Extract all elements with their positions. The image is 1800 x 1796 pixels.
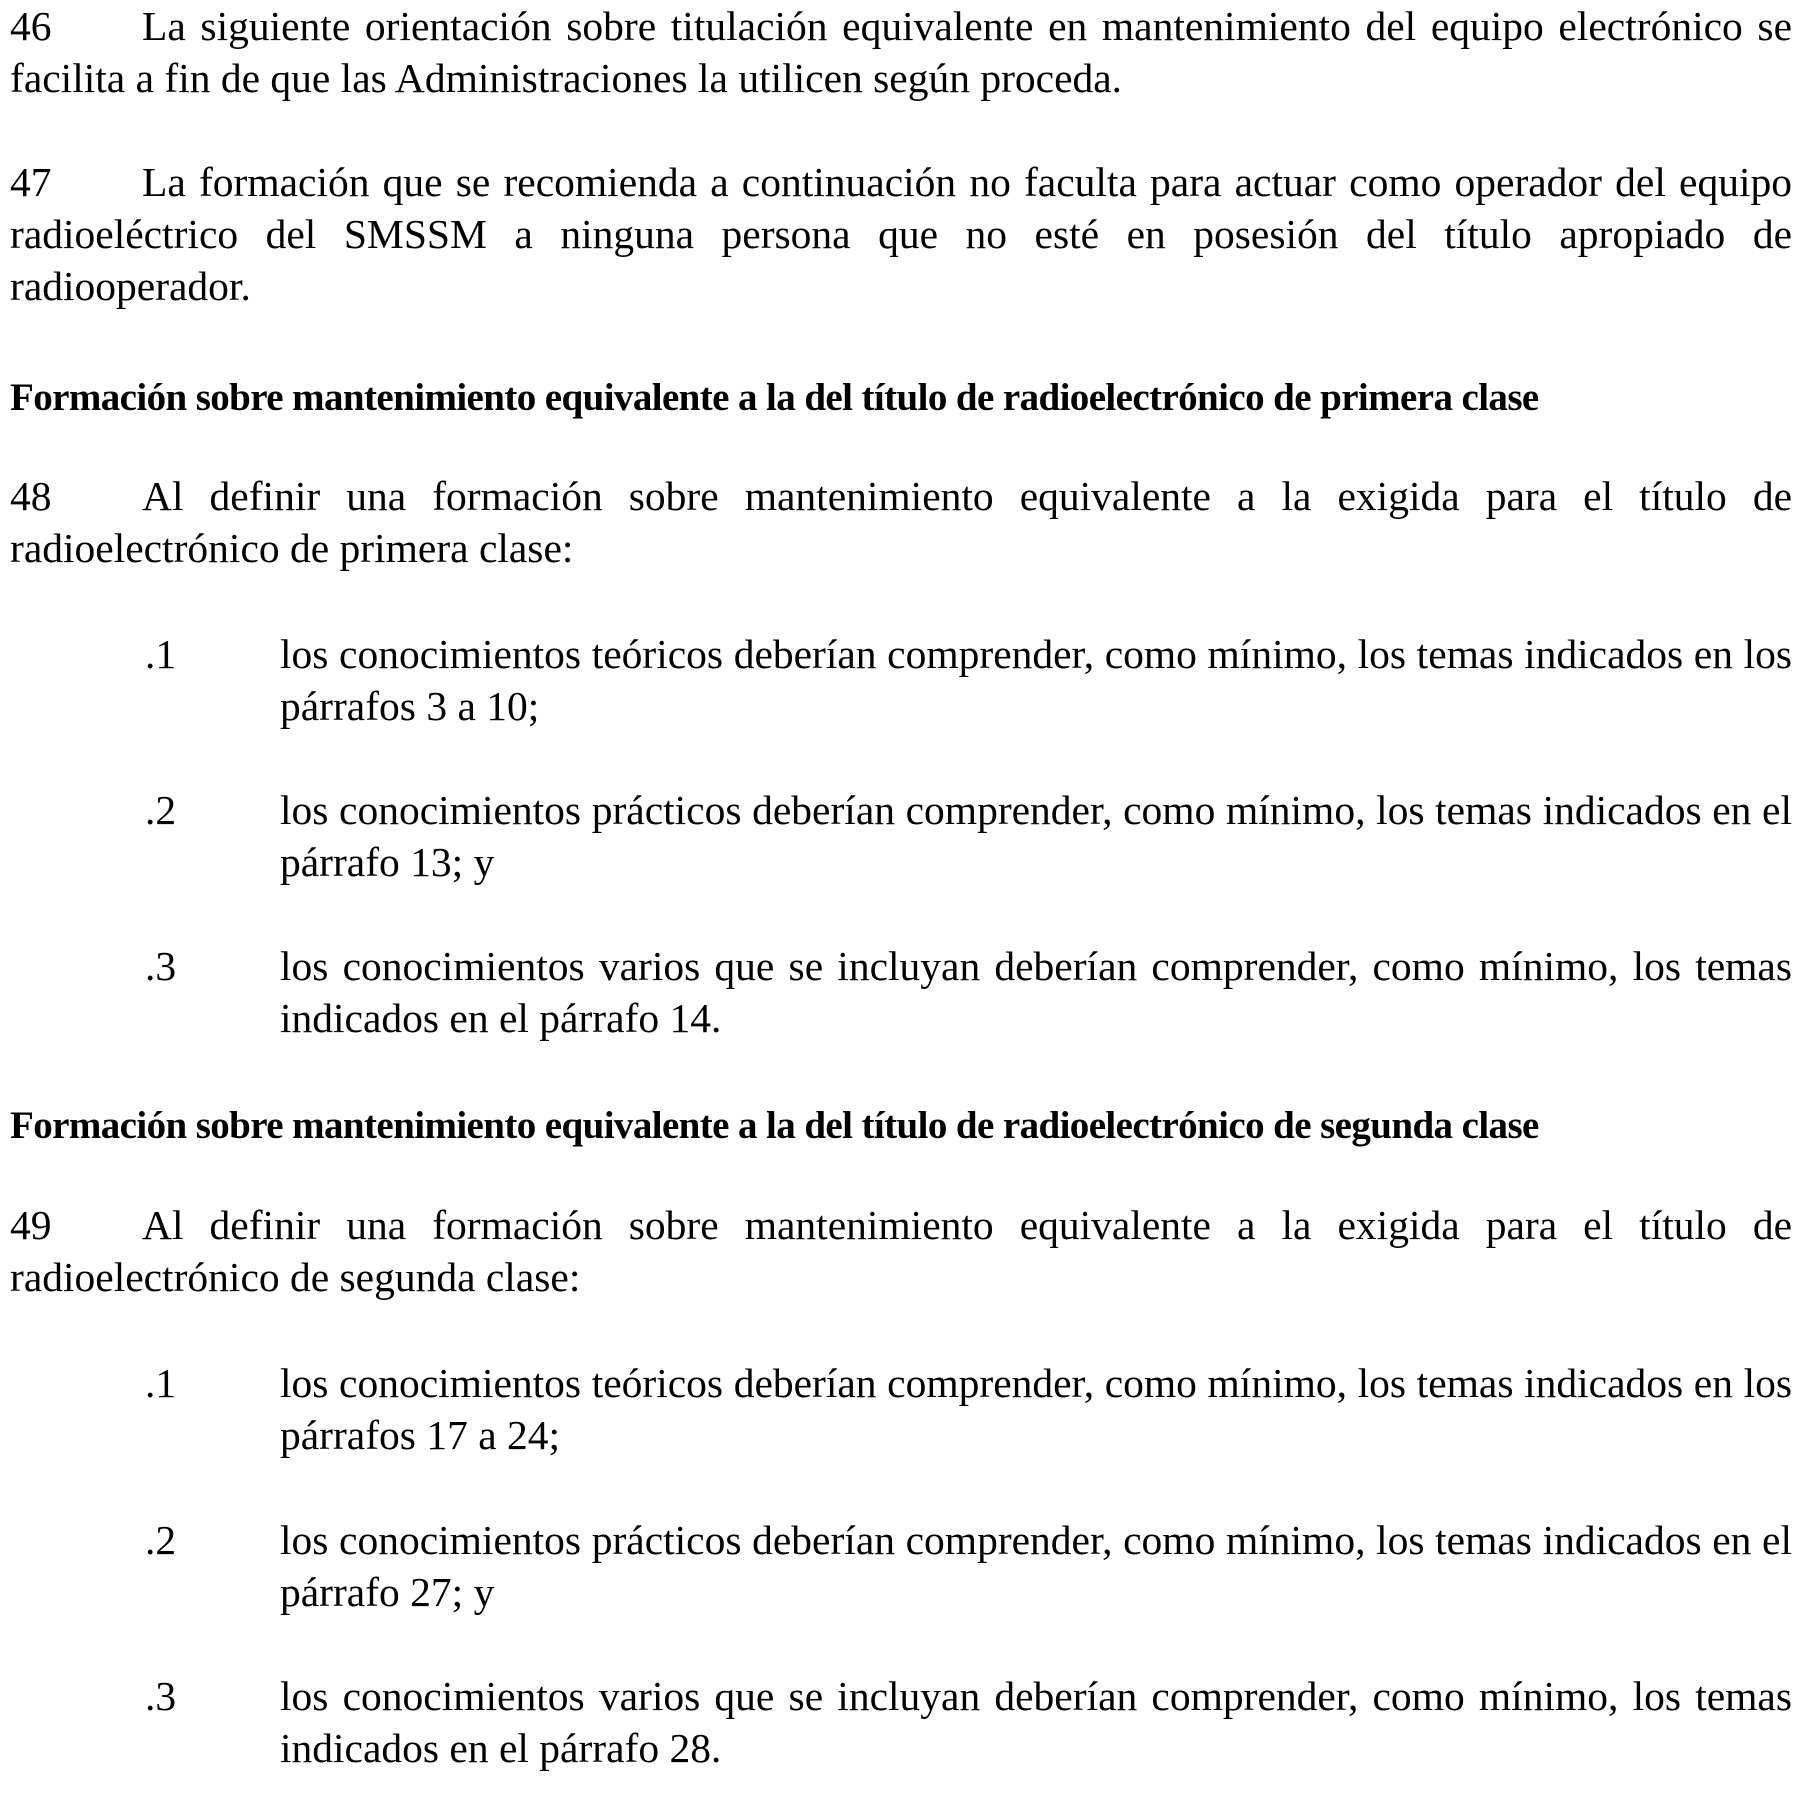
list-item-second-class-2 [10, 1514, 1792, 1618]
list-marker: .1 [145, 631, 177, 677]
paragraph-text: Al definir una formación sobre mantenimiento equivalente a la exigida para el título de radioelectrónico de segunda clase: [10, 1202, 1792, 1300]
paragraph-text: La formación que se recomienda a continuación no faculta para actuar como operador del equipo radioeléctrico del SMSSM a ninguna persona que no esté en posesión del título apropiado de radiooperador. [10, 159, 1792, 309]
paragraph-47 [10, 156, 1792, 312]
section-heading-first-class: Formación sobre mantenimiento equivalente a la del título de radioelectrónico de primera clase [10, 376, 1539, 419]
paragraph-number: 48 [10, 473, 52, 519]
paragraph-text: La siguiente orientación sobre titulación equivalente en mantenimiento del equipo electrónico se facilita a fin de que las Administraciones la utilicen según proceda. [10, 3, 1792, 101]
paragraph-number: 49 [10, 1202, 52, 1248]
list-marker: .2 [145, 787, 177, 833]
list-item-second-class-1 [10, 1357, 1792, 1461]
list-item-text: los conocimientos varios que se incluyan deberían comprender, como mínimo, los temas indicados en el párrafo 14. [280, 943, 1792, 1041]
paragraph-49 [10, 1199, 1792, 1303]
list-item-second-class-3 [10, 1670, 1792, 1774]
list-marker: .3 [145, 943, 177, 989]
list-item-first-class-2 [10, 784, 1792, 888]
list-marker: .2 [145, 1517, 177, 1563]
section-heading-second-class: Formación sobre mantenimiento equivalente a la del título de radioelectrónico de segunda clase [10, 1104, 1539, 1147]
paragraph-text: Al definir una formación sobre mantenimiento equivalente a la exigida para el título de radioelectrónico de primera clase: [10, 473, 1792, 571]
paragraph-number: 46 [10, 3, 52, 49]
list-item-text: los conocimientos teóricos deberían comprender, como mínimo, los temas indicados en los párrafos 3 a 10; [280, 631, 1792, 729]
list-item-text: los conocimientos varios que se incluyan deberían comprender, como mínimo, los temas indicados en el párrafo 28. [280, 1673, 1792, 1771]
list-item-first-class-1 [10, 628, 1792, 732]
list-marker: .3 [145, 1673, 177, 1719]
paragraph-number: 47 [10, 159, 52, 205]
paragraph-48 [10, 470, 1792, 574]
paragraph-46 [10, 0, 1792, 104]
list-item-text: los conocimientos teóricos deberían comprender, como mínimo, los temas indicados en los párrafos 17 a 24; [280, 1360, 1792, 1458]
list-marker: .1 [145, 1360, 177, 1406]
list-item-text: los conocimientos prácticos deberían comprender, como mínimo, los temas indicados en el párrafo 27; y [280, 1517, 1792, 1615]
list-item-text: los conocimientos prácticos deberían comprender, como mínimo, los temas indicados en el párrafo 13; y [280, 787, 1792, 885]
list-item-first-class-3 [10, 940, 1792, 1044]
